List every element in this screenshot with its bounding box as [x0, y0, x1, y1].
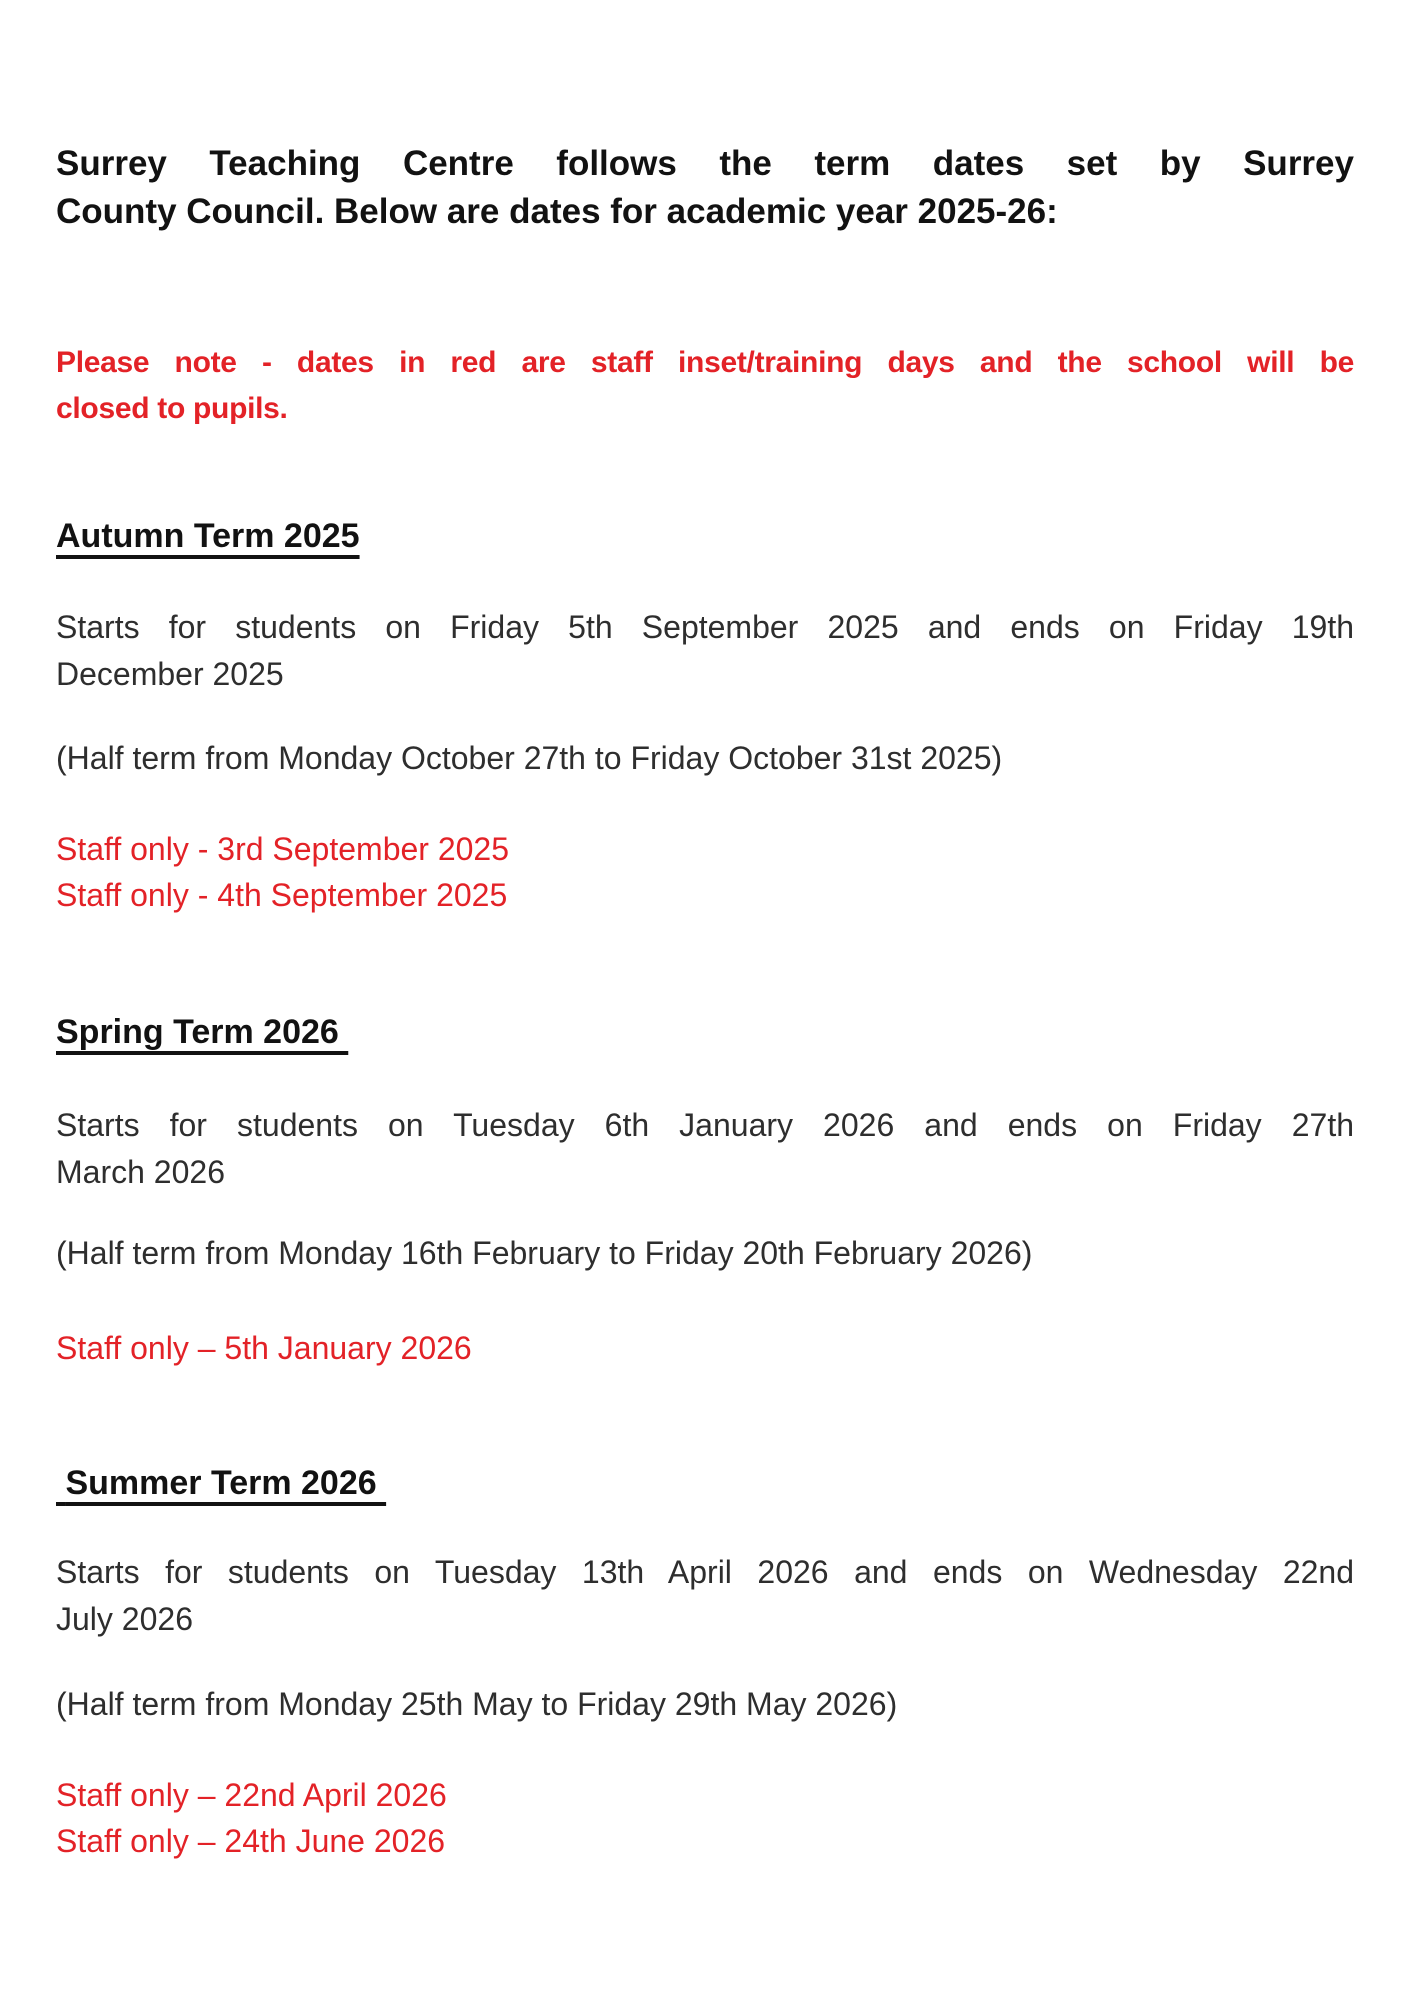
term-dates-autumn-line-2: December 2025	[56, 656, 284, 692]
staff-day: Staff only - 3rd September 2025	[56, 831, 510, 867]
staff-day: Staff only – 5th January 2026	[56, 1330, 472, 1366]
staff-day: Staff only – 22nd April 2026	[56, 1777, 447, 1813]
term-dates-autumn	[56, 604, 1354, 698]
term-heading-autumn	[56, 512, 1354, 560]
term-dates-summer-line-1: Starts for students on Tuesday 13th April 2026 and ends on Wednesday 22nd	[56, 1554, 1354, 1590]
half-term-note-spring: (Half term from Monday 16th February to Friday 20th February 2026)	[56, 1235, 1033, 1271]
note-line-1: Please note - dates in red are staff inset/training days and the school will be	[56, 346, 1354, 379]
term-dates-spring	[56, 1102, 1354, 1196]
staff-days-spring	[56, 1325, 1354, 1371]
term-dates-summer-line-2: July 2026	[56, 1601, 193, 1637]
half-term-note-autumn: (Half term from Monday October 27th to Friday October 31st 2025)	[56, 740, 1003, 776]
term-section-spring	[56, 1008, 1354, 1371]
term-heading-autumn-text: Autumn Term 2025	[56, 517, 360, 555]
intro-line-2: County Council. Below are dates for academic year 2025-26:	[56, 192, 1058, 231]
term-heading-spring	[56, 1008, 1354, 1056]
inset-days-note	[56, 340, 1354, 432]
staff-days-autumn	[56, 826, 1354, 918]
note-line-2: closed to pupils.	[56, 392, 288, 425]
intro-paragraph	[56, 140, 1354, 236]
term-dates-autumn-line-1: Starts for students on Friday 5th September 2025 and ends on Friday 19th	[56, 609, 1354, 645]
staff-days-summer	[56, 1772, 1354, 1864]
half-term-note-summer: (Half term from Monday 25th May to Friday 29th May 2026)	[56, 1686, 898, 1722]
staff-day: Staff only - 4th September 2025	[56, 877, 508, 913]
term-heading-summer-text: Summer Term 2026	[56, 1464, 387, 1502]
intro-line-1: Surrey Teaching Centre follows the term dates set by Surrey	[56, 144, 1354, 183]
term-dates-spring-line-1: Starts for students on Tuesday 6th January 2026 and ends on Friday 27th	[56, 1107, 1354, 1143]
term-section-autumn	[56, 512, 1354, 918]
term-section-summer	[56, 1459, 1354, 1864]
term-dates-summer	[56, 1549, 1354, 1643]
staff-day: Staff only – 24th June 2026	[56, 1823, 446, 1859]
term-heading-summer	[56, 1459, 1354, 1507]
term-heading-spring-text: Spring Term 2026	[56, 1013, 349, 1051]
term-dates-spring-line-2: March 2026	[56, 1154, 225, 1190]
